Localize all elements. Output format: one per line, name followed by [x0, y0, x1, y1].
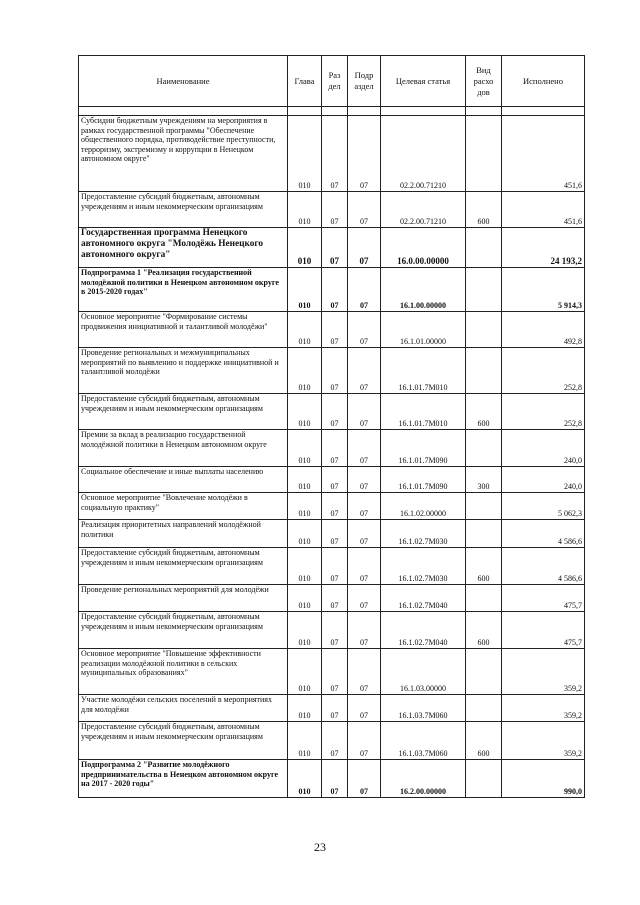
- row-name: Предоставление субсидий бюджетным, автономным учреждениям и иным некоммерческим организациям: [79, 612, 288, 649]
- row-podrazdel: 07: [348, 649, 381, 695]
- row-glava: 010: [288, 649, 322, 695]
- row-target: 16.1.02.7М030: [381, 520, 466, 548]
- row-glava: 010: [288, 116, 322, 192]
- table-row: [79, 228, 585, 268]
- row-razdel: 07: [322, 192, 348, 228]
- row-target: 16.1.01.7М010: [381, 394, 466, 430]
- header-target: Целевая статья: [381, 56, 466, 107]
- row-amount: 252,8: [502, 394, 585, 430]
- row-podrazdel: 07: [348, 612, 381, 649]
- row-glava: 010: [288, 467, 322, 493]
- row-vid: [466, 493, 502, 520]
- row-podrazdel: 07: [348, 467, 381, 493]
- row-amount: 4 586,6: [502, 548, 585, 585]
- row-razdel: 07: [322, 722, 348, 760]
- table-row: [79, 467, 585, 493]
- header-vid: Вид расхо дов: [466, 56, 502, 107]
- row-target: 16.1.02.7М040: [381, 585, 466, 612]
- row-glava: 010: [288, 192, 322, 228]
- row-glava: 010: [288, 430, 322, 467]
- table-row: [79, 348, 585, 394]
- row-razdel: 07: [322, 268, 348, 312]
- table-row: [79, 695, 585, 722]
- row-razdel: 07: [322, 394, 348, 430]
- row-amount: 475,7: [502, 612, 585, 649]
- row-razdel: 07: [322, 520, 348, 548]
- row-glava: 010: [288, 548, 322, 585]
- row-target: 16.1.02.00000: [381, 493, 466, 520]
- row-glava: 010: [288, 695, 322, 722]
- row-glava: 010: [288, 312, 322, 348]
- row-vid: [466, 348, 502, 394]
- row-vid: [466, 520, 502, 548]
- row-glava: 010: [288, 722, 322, 760]
- row-amount: 492,8: [502, 312, 585, 348]
- row-podrazdel: 07: [348, 695, 381, 722]
- row-vid: [466, 116, 502, 192]
- row-razdel: 07: [322, 649, 348, 695]
- row-podrazdel: 07: [348, 268, 381, 312]
- row-amount: 475,7: [502, 585, 585, 612]
- row-name: Предоставление субсидий бюджетным, автономным учреждениям и иным некоммерческим организациям: [79, 548, 288, 585]
- table-row: [79, 192, 585, 228]
- table-row: [79, 493, 585, 520]
- row-name: Основное мероприятие "Повышение эффективности реализации молодёжной политики в сельских муниципальных образованиях": [79, 649, 288, 695]
- row-podrazdel: 07: [348, 228, 381, 268]
- row-podrazdel: 07: [348, 116, 381, 192]
- row-target: 02.2.00.71210: [381, 116, 466, 192]
- row-razdel: 07: [322, 548, 348, 585]
- header-glava: Глава: [288, 56, 322, 107]
- table-row: [79, 612, 585, 649]
- row-razdel: 07: [322, 760, 348, 798]
- row-amount: 451,6: [502, 116, 585, 192]
- row-target: 16.2.00.00000: [381, 760, 466, 798]
- row-target: 16.1.02.7М030: [381, 548, 466, 585]
- table-row: [79, 312, 585, 348]
- row-name: Предоставление субсидий бюджетным, автономным учреждениям и иным некоммерческим организациям: [79, 722, 288, 760]
- row-target: 16.1.01.7М010: [381, 348, 466, 394]
- row-podrazdel: 07: [348, 430, 381, 467]
- row-podrazdel: 07: [348, 760, 381, 798]
- table-row: [79, 548, 585, 585]
- row-vid: [466, 228, 502, 268]
- row-razdel: 07: [322, 585, 348, 612]
- page-number: 23: [314, 840, 326, 854]
- row-glava: 010: [288, 760, 322, 798]
- row-vid: [466, 649, 502, 695]
- row-vid: [466, 760, 502, 798]
- row-glava: 010: [288, 585, 322, 612]
- row-podrazdel: 07: [348, 520, 381, 548]
- table-spacer-row: [79, 107, 585, 116]
- row-name: Участие молодёжи сельских поселений в мероприятиях для молодёжи: [79, 695, 288, 722]
- row-vid: [466, 430, 502, 467]
- table-row: [79, 585, 585, 612]
- row-podrazdel: 07: [348, 312, 381, 348]
- row-podrazdel: 07: [348, 493, 381, 520]
- row-vid: [466, 268, 502, 312]
- row-name: Субсидии бюджетным учреждениям на мероприятия в рамках государственной программы "Обеспечение общественного порядка, противодействие преступности, терроризму, экстремизму и коррупции в Ненецком автономном округе": [79, 116, 288, 192]
- row-razdel: 07: [322, 493, 348, 520]
- row-podrazdel: 07: [348, 548, 381, 585]
- row-razdel: 07: [322, 695, 348, 722]
- row-name: Подпрограмма 2 "Развитие молодёжного предпринимательства в Ненецком автономном округе на 2017 - 2020 годы": [79, 760, 288, 798]
- row-amount: 359,2: [502, 722, 585, 760]
- row-name: Основное мероприятие "Формирование системы продвижения инициативной и талантливой молодёжи": [79, 312, 288, 348]
- header-executed: Исполнено: [502, 56, 585, 107]
- table-row: [79, 649, 585, 695]
- row-podrazdel: 07: [348, 192, 381, 228]
- row-target: 16.1.02.7М040: [381, 612, 466, 649]
- row-target: 16.1.03.00000: [381, 649, 466, 695]
- row-amount: 451,6: [502, 192, 585, 228]
- row-target: 16.1.00.00000: [381, 268, 466, 312]
- row-glava: 010: [288, 394, 322, 430]
- table-row: [79, 268, 585, 312]
- row-target: 16.0.00.00000: [381, 228, 466, 268]
- row-name: Проведение региональных мероприятий для молодёжи: [79, 585, 288, 612]
- row-glava: 010: [288, 612, 322, 649]
- row-target: 16.1.03.7М060: [381, 722, 466, 760]
- row-target: 02.2.00.71210: [381, 192, 466, 228]
- row-name: Предоставление субсидий бюджетным, автономным учреждениям и иным некоммерческим организациям: [79, 192, 288, 228]
- header-podrazdel: Подр аздел: [348, 56, 381, 107]
- row-amount: 252,8: [502, 348, 585, 394]
- row-razdel: 07: [322, 312, 348, 348]
- row-glava: 010: [288, 520, 322, 548]
- row-name: Социальное обеспечение и иные выплаты населению: [79, 467, 288, 493]
- header-name: Наименование: [79, 56, 288, 107]
- table-row: [79, 394, 585, 430]
- row-vid: 600: [466, 548, 502, 585]
- row-amount: 240,0: [502, 467, 585, 493]
- row-amount: 990,0: [502, 760, 585, 798]
- row-amount: 4 586,6: [502, 520, 585, 548]
- row-vid: 300: [466, 467, 502, 493]
- row-amount: 359,2: [502, 695, 585, 722]
- row-vid: 600: [466, 722, 502, 760]
- row-name: Предоставление субсидий бюджетным, автономным учреждениям и иным некоммерческим организациям: [79, 394, 288, 430]
- table-row: [79, 520, 585, 548]
- row-amount: 24 193,2: [502, 228, 585, 268]
- table-row: [79, 760, 585, 798]
- row-podrazdel: 07: [348, 348, 381, 394]
- row-razdel: 07: [322, 116, 348, 192]
- row-razdel: 07: [322, 612, 348, 649]
- row-glava: 010: [288, 228, 322, 268]
- row-amount: 240,0: [502, 430, 585, 467]
- row-name: Основное мероприятие "Вовлечение молодёжи в социальную практику": [79, 493, 288, 520]
- row-name: Проведение региональных и межмуниципальных мероприятий по выявлению и поддержке инициативной и талантливой молодёжи: [79, 348, 288, 394]
- row-target: 16.1.03.7М060: [381, 695, 466, 722]
- row-vid: [466, 312, 502, 348]
- budget-table: [78, 55, 585, 798]
- row-glava: 010: [288, 493, 322, 520]
- row-amount: 5 062,3: [502, 493, 585, 520]
- row-podrazdel: 07: [348, 585, 381, 612]
- row-vid: 600: [466, 394, 502, 430]
- row-target: 16.1.01.7М090: [381, 467, 466, 493]
- table-row: [79, 430, 585, 467]
- row-name: Государственная программа Ненецкого автономного округа "Молодёжь Ненецкого автономного округа": [79, 228, 288, 268]
- row-glava: 010: [288, 268, 322, 312]
- row-podrazdel: 07: [348, 394, 381, 430]
- row-razdel: 07: [322, 430, 348, 467]
- row-amount: 5 914,3: [502, 268, 585, 312]
- row-vid: [466, 695, 502, 722]
- row-target: 16.1.01.7М090: [381, 430, 466, 467]
- row-razdel: 07: [322, 348, 348, 394]
- row-amount: 359,2: [502, 649, 585, 695]
- table-row: [79, 116, 585, 192]
- row-razdel: 07: [322, 228, 348, 268]
- row-glava: 010: [288, 348, 322, 394]
- row-name: Реализация приоритетных направлений молодёжной политики: [79, 520, 288, 548]
- row-podrazdel: 07: [348, 722, 381, 760]
- row-vid: 600: [466, 612, 502, 649]
- row-vid: [466, 585, 502, 612]
- header-razdel: Раз дел: [322, 56, 348, 107]
- row-vid: 600: [466, 192, 502, 228]
- row-target: 16.1.01.00000: [381, 312, 466, 348]
- row-name: Подпрограмма 1 "Реализация государственной молодёжной политики в Ненецком автономном округе в 2015-2020 годах": [79, 268, 288, 312]
- row-name: Премии за вклад в реализацию государственной молодёжной политики в Ненецком автономном округе: [79, 430, 288, 467]
- table-row: [79, 722, 585, 760]
- row-razdel: 07: [322, 467, 348, 493]
- table-header-row: [79, 56, 585, 107]
